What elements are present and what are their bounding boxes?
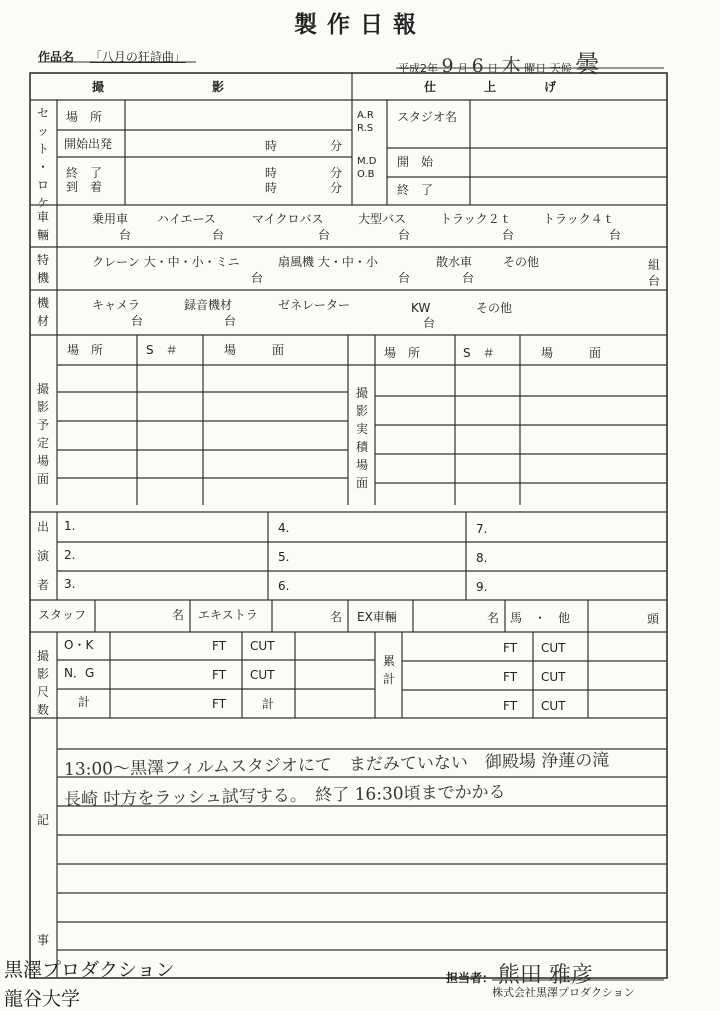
cast-6: 6. — [278, 579, 290, 593]
cum-cut-1: CUT — [541, 641, 566, 655]
horse-unit: 頭 — [647, 612, 660, 626]
vehicle-bus: 大型バス — [358, 212, 407, 226]
weather-label: 天候 — [549, 62, 572, 75]
ex-vehicle-unit: 名 — [487, 611, 500, 625]
vehicle-microbus: マイクロバス — [252, 212, 324, 226]
day-value: 6 — [471, 55, 484, 77]
staff-unit: 名 — [172, 608, 185, 622]
equip-generator: ゼネレーター — [278, 298, 351, 312]
ar-rs-label: A.R R.S — [357, 110, 374, 134]
arrive-label: 到 着 — [66, 180, 103, 194]
notes-line-1: 13:00～黒澤フィルムスタジオにて まだみていない 御殿場 浄蓮の滝 — [63, 750, 610, 780]
ok-label: O・K — [64, 638, 94, 652]
ng-ft: FT — [212, 668, 227, 682]
special-fan: 扇風機 大・中・小 — [278, 255, 378, 269]
watermark-line-1: 黒澤プロダクション — [4, 959, 175, 981]
cum-ft-2: FT — [503, 670, 518, 684]
planned-scenes-label: 撮 影 予 定 場 面 — [36, 382, 49, 486]
ok-ft: FT — [212, 639, 227, 653]
notes-label: 記 事 — [36, 813, 49, 947]
vehicle-microbus-unit: 台 — [318, 228, 331, 242]
special-set: 組 — [648, 258, 661, 272]
place-label: 場 所 — [66, 110, 103, 124]
equip-kw: KW — [411, 301, 431, 315]
equipment-label: 機 材 — [36, 296, 49, 328]
cast-4: 4. — [278, 521, 290, 535]
footage-total-label: 計 — [78, 695, 91, 709]
cast-9: 9. — [476, 580, 488, 594]
cum-cut-2: CUT — [541, 670, 566, 684]
day-unit: 日 — [487, 62, 499, 75]
vehicle-truck4t-unit: 台 — [609, 228, 622, 242]
equip-camera: キャメラ — [92, 298, 141, 312]
cast-8: 8. — [476, 551, 488, 565]
equip-other: その他 — [476, 301, 513, 315]
special-water-unit: 台 — [462, 271, 475, 285]
studio-label: スタジオ名 — [397, 110, 458, 124]
era: 平成2年 — [398, 62, 438, 75]
end-hour-unit: 時 — [265, 166, 278, 180]
arrive-min-unit: 分 — [330, 181, 343, 195]
cast-3: 3. — [64, 577, 76, 591]
equip-sound: 録音機材 — [184, 298, 233, 312]
ex-vehicle-label: EX車輛 — [357, 610, 397, 624]
person-in-charge-label: 担当者： — [446, 971, 495, 985]
cast-5: 5. — [278, 550, 290, 564]
ng-label: N．G — [64, 666, 95, 680]
special-water: 散水車 — [436, 255, 473, 269]
cast-label: 出 演 者 — [36, 520, 49, 592]
staff-label: スタッフ — [38, 608, 87, 622]
cast-7: 7. — [476, 522, 488, 536]
finishing-header: 仕 上 げ — [424, 80, 557, 94]
weather-value: 曇 — [575, 50, 600, 78]
vehicle-truck2t: トラック２ｔ — [440, 212, 512, 226]
actual-place-header: 場 所 — [384, 346, 421, 360]
equip-sound-unit: 台 — [224, 314, 237, 328]
vehicle-hiace-unit: 台 — [212, 228, 225, 242]
shooting-header: 撮 影 — [92, 80, 225, 94]
person-in-charge-name: 熊田 雅彦 — [497, 963, 593, 988]
vehicle-truck4t: トラック４ｔ — [543, 212, 615, 226]
total-ft: FT — [212, 697, 227, 711]
arrive-hour-unit: 時 — [265, 181, 278, 195]
cum-cut-3: CUT — [541, 699, 566, 713]
vehicle-hiace: ハイエース — [157, 212, 216, 226]
start-label: 開 始 — [397, 155, 434, 169]
special-set-unit: 台 — [648, 274, 661, 288]
cast-2: 2. — [64, 548, 76, 562]
cumulative-label: 累 計 — [382, 654, 395, 686]
weekday-value: 木 — [501, 55, 521, 77]
special-label: 特 機 — [36, 253, 49, 285]
cum-ft-1: FT — [503, 641, 518, 655]
watermark-line-2: 龍谷大学 — [4, 988, 81, 1010]
total-cut-label: 計 — [262, 697, 275, 711]
vehicle-car-unit: 台 — [119, 228, 132, 242]
cast-1: 1. — [64, 519, 76, 533]
vehicle-truck2t-unit: 台 — [502, 228, 515, 242]
extra-label: エキストラ — [198, 608, 258, 622]
special-crane: クレーン 大・中・小・ミニ — [92, 255, 240, 269]
actual-s-header: S ＃ — [463, 346, 495, 360]
md-ob-label: M.D O.B — [357, 156, 377, 180]
page-title: 製作日報 — [294, 11, 426, 38]
month-unit: 月 — [457, 62, 469, 75]
planned-scene-header: 場 面 — [224, 343, 285, 357]
depart-hour-unit: 時 — [265, 139, 278, 153]
special-fan-unit: 台 — [398, 271, 411, 285]
horse-label: 馬 ・ 他 — [510, 611, 571, 625]
depart-min-unit: 分 — [330, 139, 343, 153]
actual-scenes-label: 撮 影 実 積 場 面 — [355, 386, 368, 490]
footage-label: 撮 影 尺 数 — [36, 649, 49, 717]
planned-s-header: S ＃ — [146, 343, 178, 357]
work-label: 作品名 — [38, 50, 75, 64]
extra-unit: 名 — [330, 610, 343, 624]
ng-cut: CUT — [250, 668, 275, 682]
notes-line-2: 長崎 吋方をラッシュ試写する。 終了 16:30頃までかかる — [63, 782, 506, 810]
end-min-unit: 分 — [330, 166, 343, 180]
equip-kw-unit: 台 — [423, 316, 436, 330]
equip-camera-unit: 台 — [131, 314, 144, 328]
planned-place-header: 場 所 — [67, 343, 104, 357]
vehicles-label: 車 輛 — [36, 210, 49, 242]
set-loca-label: セ ッ ト ・ ロ ケ — [36, 106, 49, 210]
weekday-unit: 曜日 — [524, 62, 547, 75]
finish-end-label: 終 了 — [397, 183, 434, 197]
ok-cut: CUT — [250, 639, 275, 653]
end-label: 終 了 — [66, 166, 103, 180]
work-title: 「八月の狂詩曲」 — [89, 50, 186, 64]
special-other: その他 — [503, 255, 540, 269]
actual-scene-header: 場 面 — [541, 346, 602, 360]
company-name: 株式会社黒澤プロダクション — [492, 986, 635, 999]
vehicle-car: 乗用車 — [92, 212, 129, 226]
depart-label: 開始出発 — [64, 137, 113, 151]
month-value: 9 — [441, 55, 454, 77]
cum-ft-3: FT — [503, 699, 518, 713]
special-crane-unit: 台 — [251, 271, 264, 285]
vehicle-bus-unit: 台 — [398, 228, 411, 242]
